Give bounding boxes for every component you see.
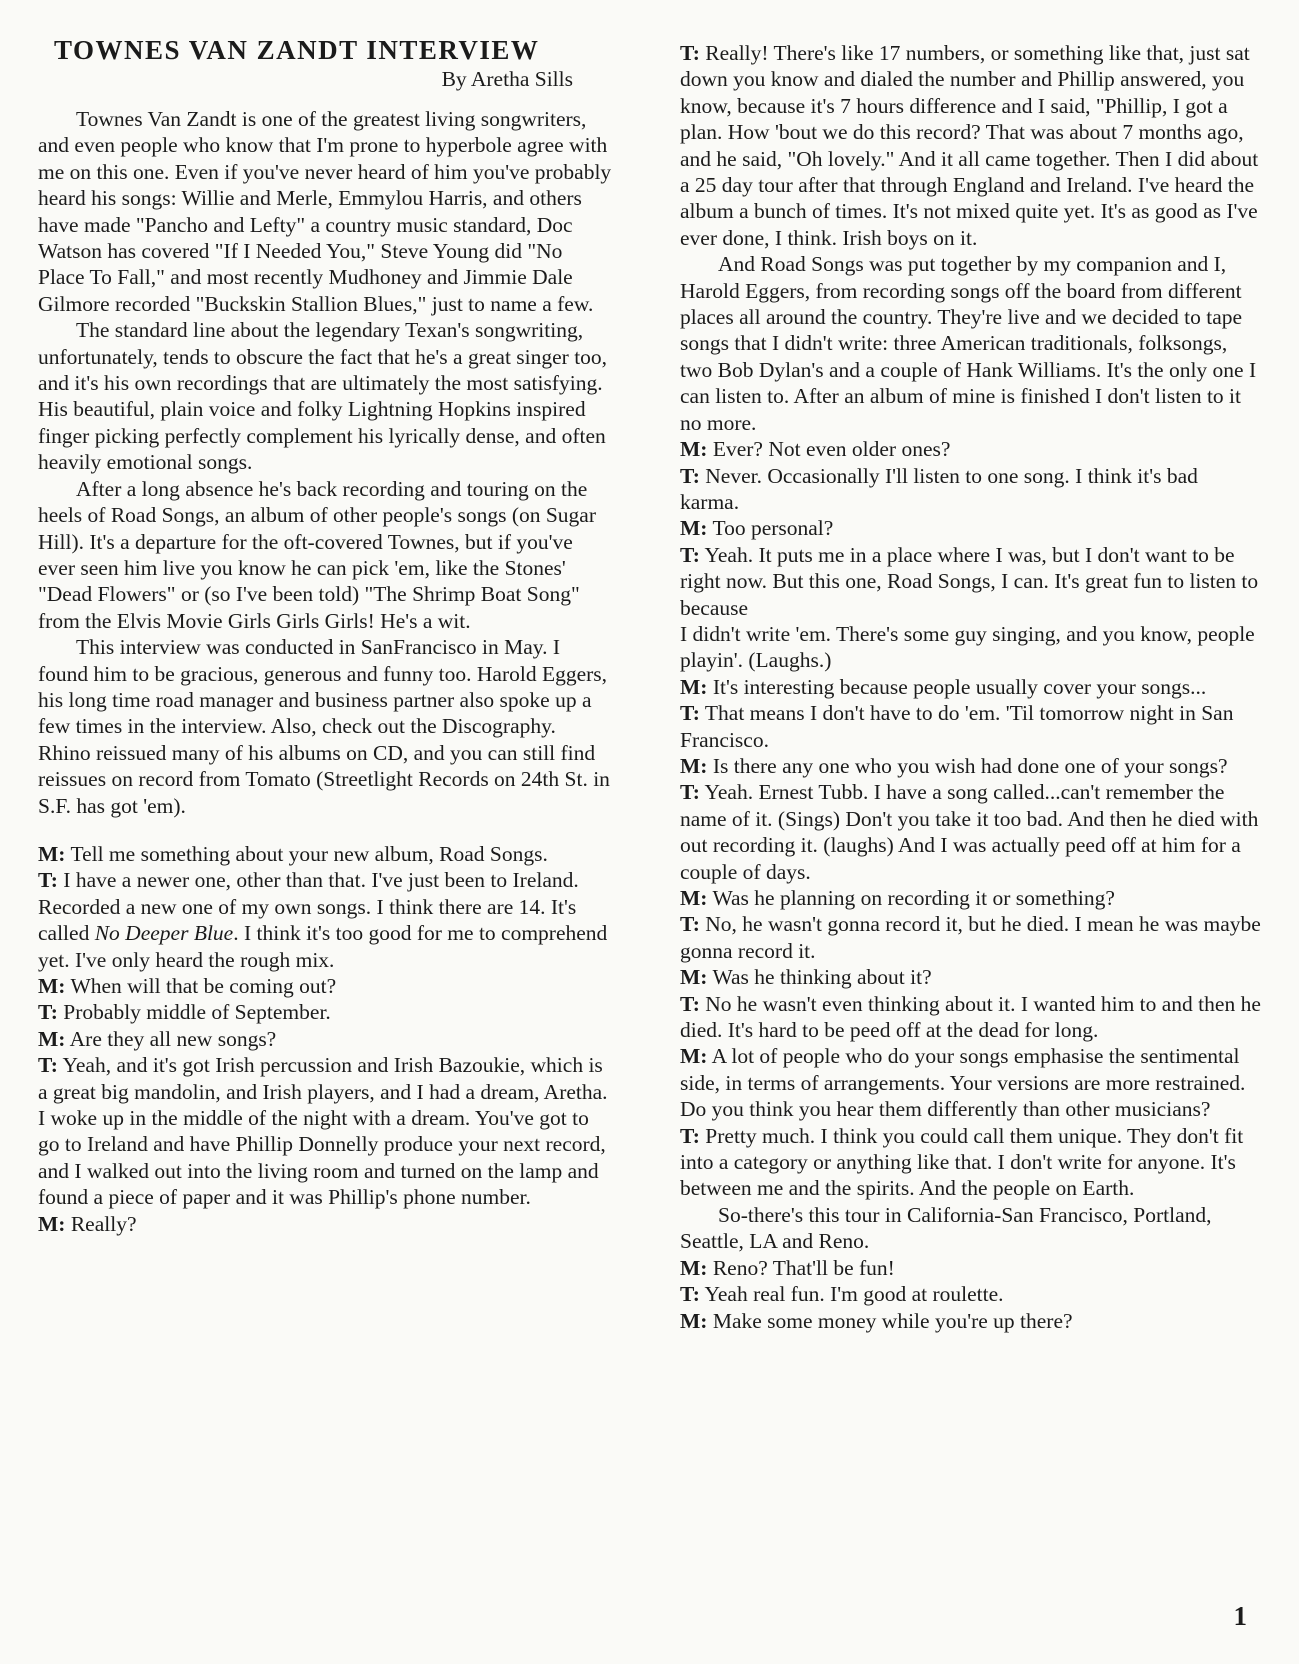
dialogue-line bbox=[680, 463, 1262, 516]
intro-paragraph: Townes Van Zandt is one of the greatest living songwriters, and even people who know that I'm prone to hyperbole agree with me on this one. Even if you've never heard of him you've probably heard his songs: Willie and Merle, Emmylou Harris, and others have made "Pancho and Lefty" a country music standard, Doc Watson has covered "If I Needed You," Steve Young did "No Place To Fall," and most recently Mudhoney and Jimmie Dale Gilmore recorded "Buckskin Stallion Blues," just to name a few. bbox=[38, 107, 612, 316]
speaker-label: M: bbox=[680, 965, 708, 990]
dialogue-text: Really? bbox=[65, 1211, 137, 1236]
dialogue-line bbox=[680, 700, 1262, 753]
dialogue-text: Really! There's like 17 numbers, or something like that, just sat down you know and dialed the number and Phillip answered, you know, because it's 7 hours difference and I said, "Phillip, I got a plan. How 'bout we do this record? That was about 7 months ago, and he said, "Oh lovely." And it all came together. Then I did about a 25 day tour after that through England and Ireland. I've heard the album a bunch of times. It's not mixed quite yet. It's as good as I've ever done, I think. Irish boys on it. bbox=[680, 41, 1259, 250]
speaker-label: T: bbox=[680, 991, 700, 1016]
speaker-label: M: bbox=[680, 1255, 708, 1280]
dialogue-text: No he wasn't even thinking about it. I wanted him to and then he died. It's hard to be peed off at the dead for long. bbox=[680, 991, 1261, 1043]
dialogue-text: Make some money while you're up there? bbox=[707, 1308, 1073, 1333]
dialogue-line bbox=[680, 885, 1262, 911]
speaker-label: M: bbox=[38, 841, 66, 866]
dialogue-text: Tell me something about your new album, Road Songs. bbox=[65, 841, 548, 866]
dialogue-line bbox=[680, 1308, 1262, 1334]
dialogue-text: A lot of people who do your songs emphasise the sentimental side, in terms of arrangements. Your versions are more restrained. Do you think you hear them differently than other musicians? bbox=[680, 1044, 1246, 1122]
left-dialogue bbox=[38, 841, 613, 1237]
speaker-label: M: bbox=[680, 1308, 708, 1333]
speaker-label: M: bbox=[38, 974, 66, 998]
dialogue-text: And Road Songs was put together by my companion and I, Harold Eggers, from recording songs off the board from different places all around the country. They're live and we decided to tape songs that I didn't write: three American traditionals, folksongs, two Bob Dylan's and a couple of Hank Williams. It's the only one I can listen to. After an album of mine is finished I don't listen to it no more. bbox=[680, 252, 1257, 435]
byline: By Aretha Sills bbox=[441, 67, 573, 91]
dialogue-line bbox=[38, 1026, 613, 1052]
dialogue-text: It's interesting because people usually cover your songs... bbox=[707, 674, 1207, 699]
dialogue-text: That means I don't have to do 'em. 'Til tomorrow night in San Francisco. bbox=[680, 701, 1234, 752]
speaker-label: T: bbox=[680, 1282, 700, 1307]
album-title: No Deeper Blue bbox=[94, 921, 234, 946]
speaker-label: M: bbox=[680, 886, 708, 910]
page-number: 1 bbox=[1233, 1601, 1247, 1631]
intro-paragraph: The standard line about the legendary Texan's songwriting, unfortunately, tends to obscure the fact that he's a great singer too, and it's his own recordings that are ultimately the most satisfying. His beautiful, plain voice and folky Lightning Hopkins inspired finger picking perfectly complement his lyrically dense, and often heavily emotional songs. bbox=[38, 318, 608, 475]
dialogue-line bbox=[680, 753, 1262, 779]
dialogue-line bbox=[680, 436, 1262, 462]
dialogue-line bbox=[680, 40, 1262, 251]
dialogue-line bbox=[680, 1255, 1262, 1281]
dialogue-text: Is there any one who you wish had done one of your songs? bbox=[707, 753, 1228, 778]
speaker-label: M: bbox=[38, 1211, 66, 1236]
speaker-label: M: bbox=[680, 437, 708, 462]
speaker-label: T: bbox=[38, 868, 58, 893]
dialogue-text: Yeah real fun. I'm good at roulette. bbox=[699, 1282, 1004, 1307]
dialogue-text: So-there's this tour in California-San Francisco, Portland, Seattle, LA and Reno. bbox=[680, 1202, 1212, 1254]
dialogue-text: Was he planning on recording it or something? bbox=[707, 886, 1115, 910]
dialogue-line bbox=[38, 867, 613, 973]
speaker-label: T: bbox=[680, 542, 700, 567]
dialogue-line bbox=[680, 251, 1262, 436]
speaker-label: T: bbox=[680, 780, 700, 805]
dialogue-line bbox=[680, 1281, 1262, 1307]
dialogue-text: Reno? That'll be fun! bbox=[707, 1255, 895, 1280]
dialogue-text: I have a newer one, other than that. I've just been to Ireland. Recorded a new one of my own songs. I think there are 14. It's called bbox=[38, 868, 579, 946]
dialogue-text: Ever? Not even older ones? bbox=[707, 437, 951, 462]
dialogue-line bbox=[680, 911, 1262, 964]
left-column bbox=[38, 28, 613, 1237]
right-dialogue bbox=[680, 40, 1262, 1334]
speaker-label: T: bbox=[38, 1000, 58, 1025]
speaker-label: M: bbox=[38, 1026, 66, 1051]
section-gap bbox=[38, 819, 613, 841]
dialogue-text: Pretty much. I think you could call them unique. They don't fit into a category or anything like that. I don't write for anyone. It's between me and the spirits. And the people on Earth. bbox=[680, 1123, 1244, 1201]
dialogue-line bbox=[680, 1123, 1262, 1202]
dialogue-line bbox=[680, 542, 1262, 621]
dialogue-line bbox=[38, 841, 613, 867]
dialogue-line bbox=[680, 621, 1262, 674]
speaker-label: M: bbox=[680, 753, 708, 778]
dialogue-line bbox=[680, 515, 1262, 541]
dialogue-line bbox=[680, 1202, 1262, 1255]
dialogue-text: Yeah, and it's got Irish percussion and Irish Bazoukie, which is a great big mandolin, and Irish players, and I had a dream, Aretha. I woke up in the middle of the night with a dream. You've got to go to Ireland and have Phillip Donnelly produce your next record, and I walked out into the living room and turned on the lamp and found a piece of paper and it was Phillip's phone number. bbox=[38, 1053, 608, 1210]
speaker-label: M: bbox=[680, 1044, 708, 1069]
dialogue-line bbox=[680, 1043, 1262, 1122]
intro-paragraph: This interview was conducted in SanFrancisco in May. I found him to be gracious, generous and funny too. Harold Eggers, his long time road manager and business partner also spoke up a few times in the interview. Also, check out the Discography. Rhino reissued many of his albums on CD, and you can still find reissues on record from Tomato (Streetlight Records on 24th St. in S.F. has got 'em). bbox=[38, 635, 610, 818]
dialogue-text: No, he wasn't gonna record it, but he died. I mean he was maybe gonna record it. bbox=[680, 912, 1261, 963]
dialogue-text: Probably middle of September. bbox=[57, 1000, 331, 1025]
dialogue-text: When will that be coming out? bbox=[65, 974, 337, 998]
speaker-label: M: bbox=[680, 516, 708, 541]
speaker-label: T: bbox=[680, 912, 700, 937]
dialogue-line bbox=[38, 999, 613, 1025]
article-title: TOWNES VAN ZANDT INTERVIEW bbox=[54, 35, 540, 65]
dialogue-text: Was he thinking about it? bbox=[707, 965, 932, 990]
dialogue-line bbox=[38, 973, 613, 999]
right-column bbox=[680, 40, 1262, 1334]
dialogue-line bbox=[38, 1052, 613, 1210]
speaker-label: T: bbox=[680, 701, 700, 726]
dialogue-text: Too personal? bbox=[707, 516, 834, 541]
dialogue-text: Yeah. Ernest Tubb. I have a song called...can't remember the name of it. (Sings) Don't you take it too bad. And then he died with out recording it. (laughs) And I was actually peed off at him for a couple of days. bbox=[680, 780, 1259, 884]
dialogue-line bbox=[680, 964, 1262, 990]
speaker-label: T: bbox=[680, 41, 700, 65]
dialogue-text: . I think it's too good for me to comprehend yet. I've only heard the rough mix. bbox=[38, 921, 608, 972]
speaker-label: T: bbox=[38, 1053, 58, 1078]
speaker-label: M: bbox=[680, 674, 708, 699]
dialogue-line bbox=[680, 991, 1262, 1044]
dialogue-line bbox=[680, 674, 1262, 700]
intro-text bbox=[38, 106, 613, 819]
dialogue-line bbox=[38, 1211, 613, 1237]
dialogue-text: Never. Occasionally I'll listen to one song. I think it's bad karma. bbox=[680, 463, 1198, 514]
dialogue-line bbox=[680, 779, 1262, 885]
dialogue-text: I didn't write 'em. There's some guy singing, and you know, people playin'. (Laughs.) bbox=[680, 621, 1255, 673]
dialogue-text: Are they all new songs? bbox=[65, 1026, 277, 1051]
speaker-label: T: bbox=[680, 463, 700, 488]
intro-paragraph: After a long absence he's back recording and touring on the heels of Road Songs, an album of other people's songs (on Sugar Hill). It's a departure for the oft-covered Townes, but if you've ever seen him live you know he can pick 'em, like the Stones' "Dead Flowers" or (so I've been told) "The Shrimp Boat Song" from the Elvis Movie Girls Girls Girls! He's a wit. bbox=[38, 476, 597, 633]
speaker-label: T: bbox=[680, 1123, 700, 1148]
dialogue-text: Yeah. It puts me in a place where I was, but I don't want to be right now. But this one, Road Songs, I can. It's great fun to listen to because bbox=[680, 542, 1259, 620]
